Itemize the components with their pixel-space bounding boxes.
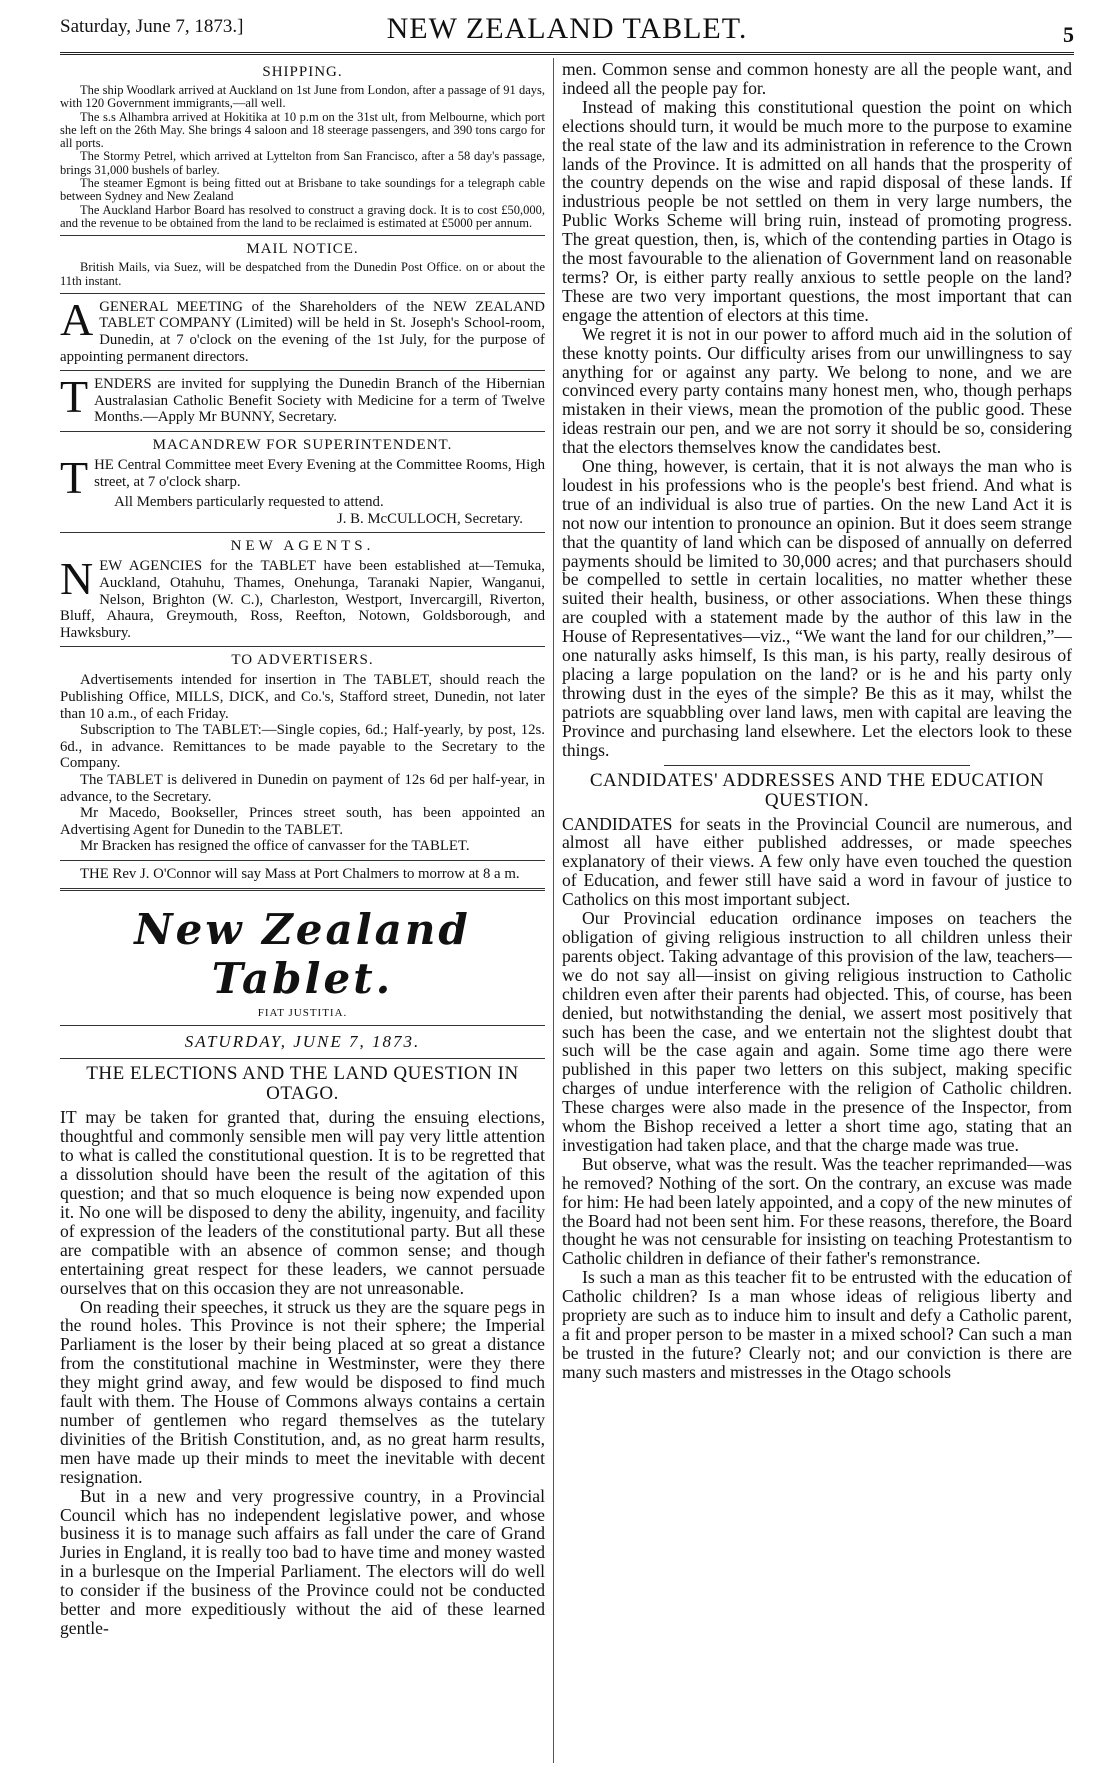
page-number: 5 xyxy=(1063,22,1074,47)
macandrew-notice xyxy=(60,437,545,527)
masthead-date: SATURDAY, JUNE 7, 1873. xyxy=(184,1032,421,1052)
header-title: NEW ZEALAND TABLET. xyxy=(386,12,748,45)
dropcap: N xyxy=(60,553,94,605)
general-meeting-notice xyxy=(60,293,545,365)
page-header xyxy=(60,8,1074,48)
macandrew-signature: J. B. McCULLOCH, Secretary. xyxy=(336,510,523,527)
dropcap: T xyxy=(60,452,89,504)
divider xyxy=(60,431,545,432)
macandrew-members: All Members particularly requested to attend. xyxy=(114,494,384,511)
advertisers-item: Advertisements intended for insertion in The TABLET, should reach the Publishing Office, MILLS, DICK, and Co.'s, Stafford street, Dunedin, not later than 10 a.m., of each Friday. xyxy=(60,672,545,722)
masthead-name: New Zealand Tablet. xyxy=(134,905,471,1004)
article-paragraph: Is such a man as this teacher fit to be entrusted with the education of Catholic children? Is a man whose ideas of religious liberty and propriety are such as to induce him to insult and defy a Catholic parent, a fit and proper person to be master in a mixed school? Can such a man be trusted in the future? Clearly not; and our conviction is there are many such masters and mistresses in the Otago schools xyxy=(562,1267,1072,1382)
header-date: Saturday, June 7, 1873.] xyxy=(60,16,244,37)
macandrew-title: MACANDREW FOR SUPERINTENDENT. xyxy=(152,437,453,454)
divider xyxy=(60,235,545,236)
article-paragraph: Instead of making this constitutional question the point on which elections should turn, it would be much more to the purpose to examine the real state of the law and its administration in reference to the Crown lands of the Province. It is admitted on all hands that the prosperity of the country depends on the wise and rapid disposal of these lands. If industrious people be not settled on them in very large numbers, the Public Works Scheme will bring ruin, instead of promoting progress. The great question, then, is, which of the contending parties in Otago is the most favourable to the alienation of Government land on reasonable terms? Or, is either party really anxious to settle people on the land? These are two very important questions, the most important that can engage the attention of electors at this time. xyxy=(562,96,1072,325)
advertisers-item: Mr Bracken has resigned the office of canvasser for the TABLET. xyxy=(80,838,470,855)
shipping-item: The s.s Alhambra arrived at Hokitika at 10 p.m on the 31st ult, from Melbourne, which port she left on the 26th May. She brings 4 saloon and 18 steerage passengers, and 390 tons cargo for all ports. xyxy=(60,109,545,151)
article-paragraph: IT may be taken for granted that, during the ensuing elections, thoughtful and commonly sensible men will pay very little attention to what is called the constitutional question. It is to be regretted that a dissolution should have been the result of the agitation of this question; and that so much eloquence is being now expended upon it. No one will be disposed to deny the ability, ingenuity, and facility of expression of the leaders of the constitutional party. But all these are compatible with an absence of common sense; and though entertaining great respect for these leaders, we cannot persuade ourselves that on this occasion they are not unreasonable. xyxy=(60,1107,545,1298)
elections-article xyxy=(60,1064,545,1637)
divider xyxy=(60,1025,545,1026)
article-paragraph: But in a new and very progressive country, in a Provincial Council which has no independent legislative power, and whose business it is to manage such affairs as fall under the care of Grand Juries in England, it is really too bad to have time and money wasted in a burlesque on the Imperial Parliament. The electors will do well to consider if the business of the Province could not be conducted better and more expeditiously without the aid of these learned gentle- xyxy=(60,1485,545,1638)
new-agents-text: EW AGENCIES for the TABLET have been established at—Temuka, Auckland, Otahuhu, Thames, Onehunga, Taranaki Napier, Wanganui, Nelson, Brighton (W. C.), Charleston, Westport, Invercargill, Riverton, Bluff, Ahaura, Greymouth, Ross, Reefton, Notown, Goldsborough, and Hawksbury. xyxy=(60,558,545,641)
divider xyxy=(60,646,545,647)
advertisers-item: The TABLET is delivered in Dunedin on payment of 12s 6d per half-year, in advance, to the Secretary. xyxy=(60,771,545,805)
header-rule xyxy=(60,52,1074,55)
divider xyxy=(60,1058,545,1059)
divider xyxy=(60,370,545,371)
article-paragraph: Our Provincial education ordinance imposes on teachers the obligation of giving religious instruction to all children unless their parents object. Taking advantage of this provision of the law, teachers—we do not say all—insist on giving religious instruction to Catholic children even after their parents had objected. This, of course, has been denied, but notwithstanding the denial, we assert most positively that such has been the case, and we entertain not the slightest doubt that such will be the case again and again. Some time ago there were published in this paper two letters on this subject, making specific charges of undue interference with the religion of Catholic children. These charges were also made in the presence of the Inspector, from whom the Bishop received a letter a short time ago, stating that an investigation had taken place, and that the charge made was true. xyxy=(562,908,1072,1155)
elections-article-continued xyxy=(562,60,1072,760)
new-agents-title: NEW AGENTS. xyxy=(230,538,375,555)
advertisers-item: Subscription to The TABLET:—Single copies, 6d.; Half-yearly, by post, 12s. 6d., in advance. Remittances to be made payable to the Secretary to the Company. xyxy=(60,722,545,772)
mail-notice-text: British Mails, via Suez, will be despatched from the Dunedin Post Office. on or about the 11th instant. xyxy=(60,260,545,288)
shipping-section xyxy=(60,64,545,230)
new-agents-notice xyxy=(60,538,545,641)
article-paragraph: One thing, however, is certain, that it is not always the man who is loudest in his professions who is the people's best friend. And what is true of an individual is also true of parties. On the new Land Act it is not now our intention to pronounce an opinion. But it does seem strange that the quantity of land which can be disposed of annually on deferred payments should be limited to 30,000 acres; and that purchasers should be compelled to settle in certain localities, no matter whether these suited their health, business, or other associations. When these things are coupled with a statement made by the author of this law in the House of Representatives—viz., “We want the land for our children,”—one naturally asks himself, Is this man, is his party, really desirous of placing a large population on the land? or is he and his party only throwing dust in the eyes of the simple? Be this as it may, whilst the patriots are squabbling over land laws, men with capital are leaving the Province and purchasing land elsewhere. Let the electors look to these things. xyxy=(562,456,1072,760)
divider xyxy=(60,888,545,891)
divider xyxy=(60,860,545,861)
advertisers-item: Mr Macedo, Bookseller, Princes street south, has been appointed an Advertising Agent for Dunedin to the TABLET. xyxy=(60,805,545,838)
shipping-item: The ship Woodlark arrived at Auckland on 1st June from London, after a passage of 91 days, with 120 Government immigrants,—all well. xyxy=(60,83,545,111)
macandrew-text: HE Central Committee meet Every Evening at the Committee Rooms, High street, at 7 o'clock sharp. xyxy=(94,457,545,490)
right-column xyxy=(562,60,1072,1763)
advertisers-notice xyxy=(60,652,545,855)
divider xyxy=(664,765,970,766)
divider xyxy=(60,293,545,294)
mass-notice: THE Rev J. O'Connor will say Mass at Port Chalmers to morrow at 8 a m. xyxy=(80,865,520,882)
mail-notice-section xyxy=(60,241,545,288)
shipping-item: The Stormy Petrel, which arrived at Lyttelton from San Francisco, after a 58 day's passage, brings 31,000 bushels of barley. xyxy=(60,149,545,177)
advertisers-title: TO ADVERTISERS. xyxy=(231,652,374,669)
article-paragraph: On reading their speeches, it struck us they are the square pegs in the round holes. This Province is not their sphere; the Imperial Parliament is the loser by their being placed at so great a distance from the constitutional machine in Westminster, were they there they might grind away, and few would be disposed to find much fault with them. The House of Commons always contains a certain number of gentlemen who regard themselves as the tutelary divinities of the British Constitution, and, as no great harm results, men have made up their minds to meet the inevitable with decent resignation. xyxy=(60,1296,545,1487)
article-paragraph: But observe, what was the result. Was the teacher reprimanded—was he removed? Nothing of the sort. On the contrary, an excuse was made for him: He had been lately appointed, and a copy of the new minutes of the Board had not been sent him. For these reasons, therefore, the Board thought he was not censurable for insisting on teaching Protestantism to Catholic children in defiance of their father's remonstrance. xyxy=(562,1153,1072,1269)
education-article xyxy=(562,771,1072,1382)
masthead-motto: FIAT JUSTITIA. xyxy=(257,1007,348,1020)
general-meeting-text: GENERAL MEETING of the Shareholders of the NEW ZEALAND TABLET COMPANY (Limited) will be held in St. Joseph's School-room, Dunedin, at 7 o'clock on the evening of the 1st July, for the purpose of appointing permanent directors. xyxy=(60,298,545,365)
dropcap: T xyxy=(60,371,89,423)
article-paragraph: CANDIDATES for seats in the Provincial Council are numerous, and almost all have either published addresses, or made speeches explanatory of their views. A few only have even touched the question of Education, and fewer still have said a word in favour of justice to Catholics on this most important subject. xyxy=(562,813,1072,910)
article-title: CANDIDATES' ADDRESSES AND THE EDUCATION QUESTION. xyxy=(589,769,1045,811)
shipping-title: SHIPPING. xyxy=(262,64,343,80)
masthead xyxy=(60,905,545,1059)
article-title: THE ELECTIONS AND THE LAND QUESTION IN OTAGO. xyxy=(86,1063,519,1105)
shipping-item: The Auckland Harbor Board has resolved to construct a graving dock. It is to cost £50,000, and the revenue to be obtained from the land to be reclaimed is estimated at £5000 per annum. xyxy=(60,202,545,230)
left-column xyxy=(60,60,545,1763)
article-paragraph: We regret it is not in our power to afford much aid in the solution of these knotty points. Our difficulty arises from our unwillingness to say anything for or against any party. We belong to none, and we are convinced every party contains many honest men, who, though perhaps mistaken in their views, mean the promotion of the public good. These ideas restrain our pen, and we are not sorry it should be so, considering that the electors themselves know the candidates best. xyxy=(562,323,1072,458)
tenders-text: ENDERS are invited for supplying the Dunedin Branch of the Hibernian Australasian Catholic Benefit Society with Medicine for a term of Twelve Months.—Apply Mr BUNNY, Secretary. xyxy=(94,376,545,426)
tenders-notice xyxy=(60,371,545,426)
shipping-item: The steamer Egmont is being fitted out at Brisbane to take soundings for a telegraph cable between Sydney and New Zealand xyxy=(60,176,545,204)
divider xyxy=(60,532,545,533)
dropcap: A xyxy=(60,293,94,345)
article-paragraph: men. Common sense and common honesty are all the people want, and indeed all the people pay for. xyxy=(562,60,1072,98)
mail-notice-title: MAIL NOTICE. xyxy=(246,241,359,258)
column-divider xyxy=(553,58,554,1763)
